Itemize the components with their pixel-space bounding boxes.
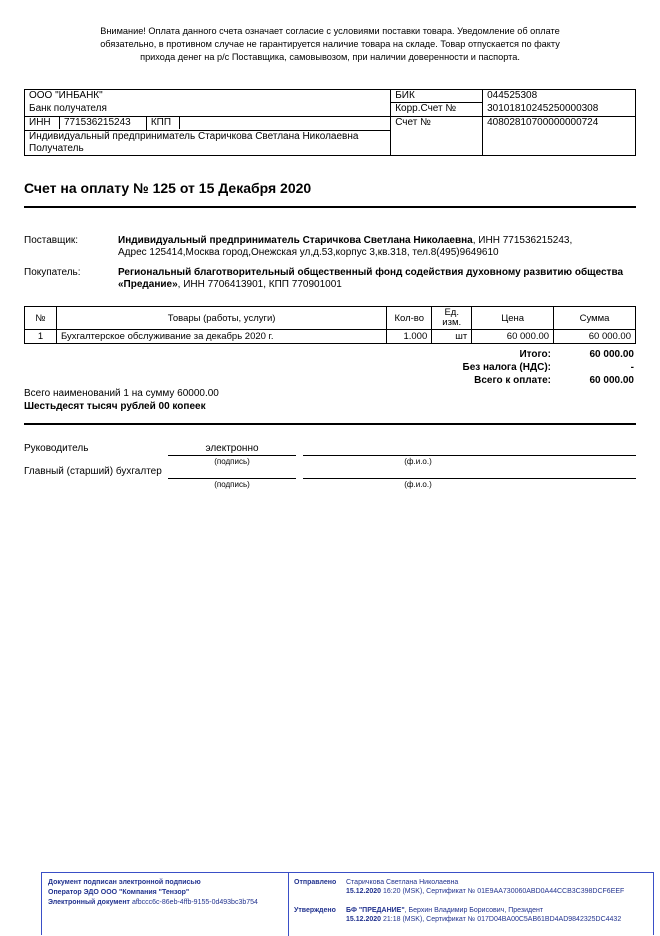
buyer-name: Региональный благотворительный общественный фонд содействия духовному развитию общества: [118, 267, 624, 278]
account-value: 40802810700000000724: [483, 117, 636, 156]
col-header-price: Цена: [472, 307, 554, 330]
inn-label: ИНН: [29, 117, 51, 128]
stamp-approved-org: БФ "ПРЕДАНИЕ": [346, 907, 405, 914]
head-signature: электронно: [205, 443, 259, 454]
buyer-details: [118, 267, 638, 291]
stamp-approved-cert: 21:18 (MSK), Сертификат № 017D04BA00C5AB61BD4AD9842325DC4432: [383, 916, 622, 923]
accountant-name-caption: (ф.и.о.): [404, 480, 432, 489]
stamp-divider: [288, 873, 289, 936]
items-count-summary: Всего наименований 1 на сумму 60000.00: [24, 388, 219, 399]
row-unit: шт: [432, 330, 472, 344]
buyer-label: Покупатель:: [24, 267, 81, 278]
amount-in-words: Шестьдесят тысяч рублей 00 копеек: [24, 401, 206, 412]
corr-account-value: 30101810245250000308: [483, 103, 636, 117]
accountant-label: Главный (старший) бухгалтер: [24, 466, 162, 477]
stamp-sent-date: 15.12.2020: [346, 888, 382, 895]
stamp-operator-line: Оператор ЭДО ООО "Компания "Тензор": [48, 889, 190, 896]
buyer-name-quoted: «Предание»: [118, 279, 178, 290]
table-row: [25, 330, 636, 344]
total-value: 60 000.00: [589, 349, 634, 360]
accountant-sign-line: [168, 478, 296, 479]
supplier-name: Индивидуальный предприниматель Старичкова Светлана Николаевна: [118, 235, 473, 246]
bik-label: БИК: [391, 90, 483, 103]
recipient-bank-label: Банк получателя: [25, 103, 391, 117]
account-label: Счет №: [391, 117, 483, 156]
corr-account-label: Корр.Счет №: [391, 103, 483, 117]
stamp-approved-date: 15.12.2020: [346, 916, 382, 923]
recipient-label: Получатель: [29, 143, 84, 154]
stamp-approved-signer: [346, 907, 543, 914]
head-sign-caption: (подпись): [214, 457, 250, 466]
payable-label: Всего к оплате:: [474, 375, 551, 386]
head-sign-line: [168, 455, 296, 456]
supplier-address: Адрес 125414,Москва город,Онежская ул,д.53,корпус 3,кв.318, тел.8(495)9649610: [118, 247, 499, 258]
recipient-name: Индивидуальный предприниматель Старичкова Светлана Николаевна: [29, 131, 359, 142]
inn-value: 771536215243: [59, 117, 131, 129]
col-header-sum: Сумма: [554, 307, 636, 330]
bik-value: 044525308: [483, 90, 636, 103]
vat-value: -: [630, 362, 634, 373]
row-qty: 1.000: [387, 330, 432, 344]
head-name-line: [303, 455, 636, 456]
invoice-title: Счет на оплату № 125 от 15 Декабря 2020: [24, 180, 312, 196]
bank-details-table: [24, 89, 636, 156]
stamp-document-label: Электронный документ: [48, 899, 130, 906]
col-header-goods: Товары (работы, услуги): [56, 307, 386, 330]
items-table: [24, 306, 636, 344]
head-name-caption: (ф.и.о.): [404, 457, 432, 466]
payment-notice: Внимание! Оплата данного счета означает согласие с условиями поставки товара. Уведомление об оплате обязательно, в противном случае не гарантируется наличие товара на складе. Товар отпускается по факту прихода денег на р/с Поставщика, самовывозом, при наличии доверенности и паспорта.: [100, 26, 560, 62]
stamp-sent-label: Отправлено: [294, 879, 337, 886]
head-label: Руководитель: [24, 443, 89, 454]
edo-signature-stamp: [41, 872, 654, 935]
col-header-unit: Ед. изм.: [432, 307, 472, 330]
row-price: 60 000.00: [472, 330, 554, 344]
vat-label: Без налога (НДС):: [462, 362, 551, 373]
accountant-sign-caption: (подпись): [214, 480, 250, 489]
stamp-document-id: afbccc6c-86eb-4ffb-9155-0d493bc3b754: [131, 899, 258, 906]
supplier-label: Поставщик:: [24, 235, 79, 246]
kpp-label: КПП: [147, 117, 180, 129]
stamp-approved-label: Утверждено: [294, 907, 336, 914]
stamp-sent-name: Старичкова Светлана Николаевна: [346, 879, 459, 886]
row-num: 1: [25, 330, 57, 344]
stamp-approved-name: , Берхин Владимир Борисович, Президент: [404, 907, 544, 914]
payable-value: 60 000.00: [589, 375, 634, 386]
col-header-qty: Кол-во: [387, 307, 432, 330]
summary-divider: [24, 423, 636, 425]
row-goods: Бухгалтерское обслуживание за декабрь 2020 г.: [56, 330, 386, 344]
stamp-sent-cert: 16:20 (MSK), Сертификат № 01E9AA730060ABD0A44CCB3C398DCF6EEF: [383, 888, 625, 895]
col-header-num: №: [25, 307, 57, 330]
stamp-signed-line: Документ подписан электронной подписью: [48, 879, 201, 886]
total-label: Итого:: [519, 349, 551, 360]
bank-name: ООО "ИНБАНК": [25, 90, 391, 103]
row-sum: 60 000.00: [554, 330, 636, 344]
supplier-details: [118, 235, 638, 259]
supplier-inn: , ИНН 771536215243,: [472, 235, 573, 246]
accountant-name-line: [303, 478, 636, 479]
stamp-approved-details: [346, 916, 621, 923]
title-divider: [24, 206, 636, 208]
stamp-document-line: [48, 899, 258, 906]
buyer-inn-kpp: , ИНН 7706413901, КПП 770901001: [177, 279, 342, 290]
stamp-sent-details: [346, 888, 624, 895]
